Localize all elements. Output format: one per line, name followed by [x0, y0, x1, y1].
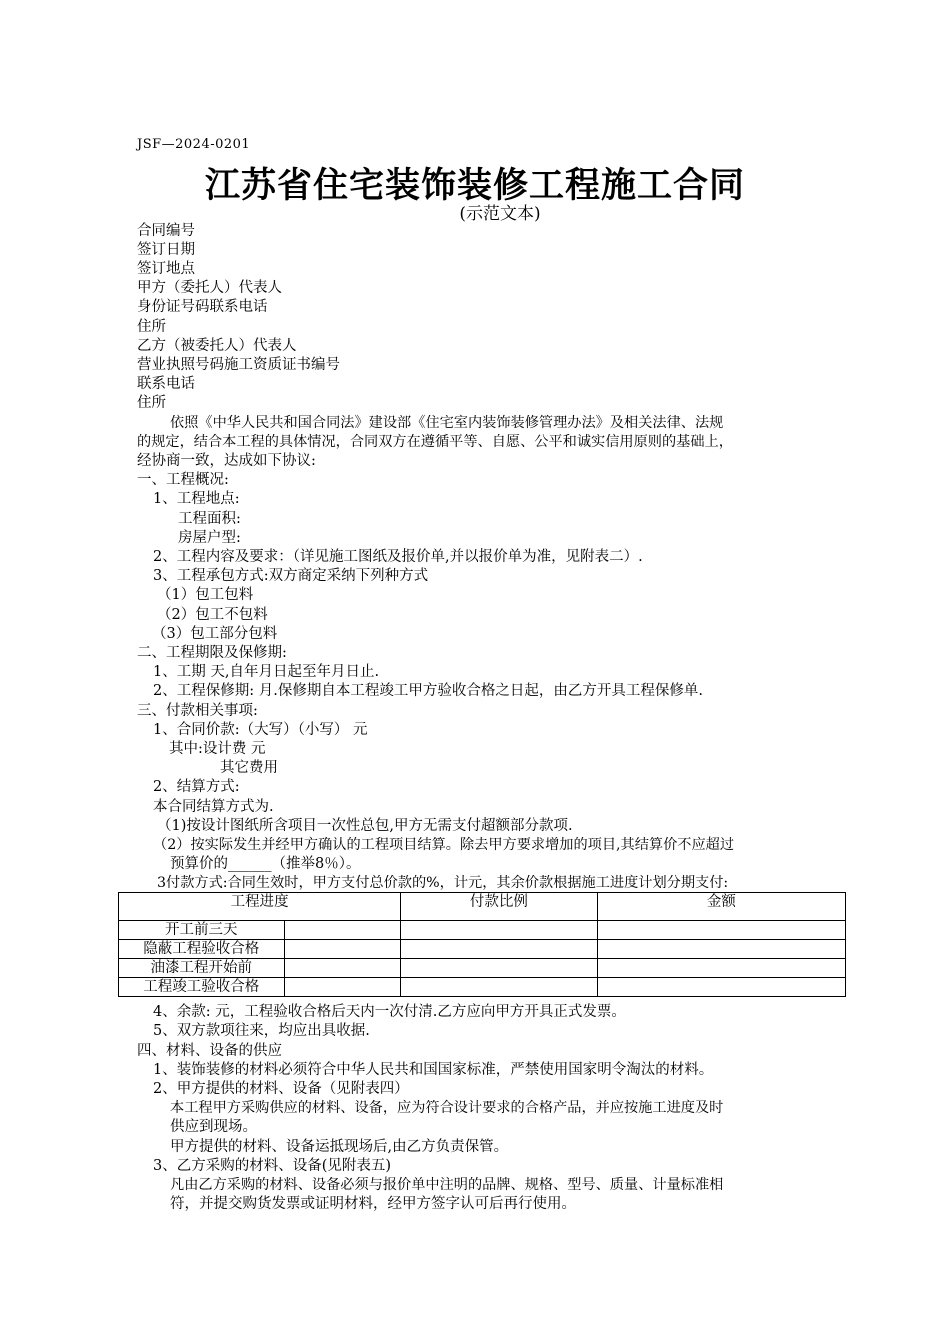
table-row: [119, 940, 846, 959]
section-heading: 二、工程期限及保修期:: [137, 645, 287, 661]
text-line: 工程面积:: [178, 511, 241, 527]
text-line: 3付款方式:合同生效时，甲方支付总价款的%，计元，其余价款根据施工进度计划分期支付:: [157, 875, 729, 891]
text-line: 1、工程地点:: [153, 491, 240, 507]
text-line: 其它费用: [220, 760, 278, 776]
text-line: 住所: [137, 395, 166, 411]
text-line: 本工程甲方采购供应的材料、设备，应为符合设计要求的合格产品，并应按施工进度及时: [170, 1100, 724, 1116]
text-line: 3、工程承包方式:双方商定采纳下列种方式: [153, 568, 429, 584]
text-line: 1、工期 天,自年月日起至年月日止.: [153, 664, 380, 680]
table-row: [119, 978, 846, 997]
text-line: 其中:设计费 元: [169, 741, 266, 757]
text-line: （2）按实际发生并经甲方确认的工程项目结算。除去甲方要求增加的项目,其结算价不应超过: [153, 837, 735, 853]
table-cell: [284, 921, 401, 940]
section-heading: 一、工程概况:: [137, 472, 229, 488]
table-header-cell: 金额: [597, 893, 845, 921]
table-row: [119, 959, 846, 978]
text-line: 依照《中华人民共和国合同法》建设部《住宅室内装饰装修管理办法》及相关法律、法规: [170, 415, 724, 431]
text-line: 2、甲方提供的材料、设备（见附表四）: [153, 1081, 409, 1097]
table-cell: [284, 959, 401, 978]
document-subtitle: (示范文本): [459, 204, 541, 224]
table-cell: [597, 940, 845, 959]
text-line: （1)按设计图纸所含项目一次性总包,甲方无需支付超额部分款项.: [157, 818, 573, 834]
section-heading: 四、材料、设备的供应: [137, 1043, 282, 1059]
text-line: 2、工程内容及要求：（详见施工图纸及报价单,并以报价单为准，见附表二）.: [153, 549, 643, 565]
text-line: 凡由乙方采购的材料、设备必须与报价单中注明的品牌、规格、型号、质量、计量标准相: [170, 1177, 724, 1193]
table-header-cell: 付款比例: [401, 893, 597, 921]
text-line: （1）包工包料: [157, 587, 254, 603]
text-line: 联系电话: [137, 376, 195, 392]
text-line: 身份证号码联系电话: [137, 299, 268, 315]
table-cell: [401, 921, 597, 940]
text-line: 乙方（被委托人）代表人: [137, 338, 297, 354]
text-line: 1、合同价款:（大写）（小写） 元: [153, 722, 368, 738]
text-line: 本合同结算方式为.: [153, 799, 274, 815]
text-line: （2）包工不包料: [157, 607, 268, 623]
text-line: 甲方（委托人）代表人: [137, 280, 282, 296]
table-header-cell: 工程进度: [119, 893, 401, 921]
table-cell: [597, 959, 845, 978]
text-line: 住所: [137, 319, 166, 335]
table-cell: [597, 921, 845, 940]
section-heading: 三、付款相关事项:: [137, 703, 258, 719]
text-line: 2、工程保修期: 月.保修期自本工程竣工甲方验收合格之日起，由乙方开具工程保修单.: [153, 683, 703, 699]
table-cell: [401, 940, 597, 959]
text-line: 房屋户型:: [178, 530, 241, 546]
table-header-row: [119, 893, 846, 921]
text-line: 经协商一致，达成如下协议:: [137, 453, 316, 469]
text-line: 营业执照号码施工资质证书编号: [137, 357, 340, 373]
text-line: 4、余款: 元，工程验收合格后天内一次付清.乙方应向甲方开具正式发票。: [153, 1004, 626, 1020]
text-line: 供应到现场。: [170, 1119, 257, 1135]
table-cell: [284, 978, 401, 997]
text-line: 合同编号: [137, 223, 195, 239]
document-code: JSF—2024-0201: [137, 137, 251, 152]
text-line: 预算价的______（推举8％）。: [170, 856, 361, 872]
text-line: 2、结算方式:: [153, 779, 240, 795]
table-cell: 隐蔽工程验收合格: [119, 940, 285, 959]
table-cell: 开工前三天: [119, 921, 285, 940]
table-cell: 工程竣工验收合格: [119, 978, 285, 997]
text-line: 签订日期: [137, 242, 195, 258]
table-cell: [597, 978, 845, 997]
table-cell: [401, 959, 597, 978]
text-line: 甲方提供的材料、设备运抵现场后,由乙方负责保管。: [170, 1139, 509, 1155]
table-cell: [401, 978, 597, 997]
text-line: 5、双方款项往来，均应出具收据.: [153, 1023, 370, 1039]
table-cell: [284, 940, 401, 959]
text-line: （3）包工部分包料: [152, 626, 278, 642]
text-line: 签订地点: [137, 261, 195, 277]
document-title: 江苏省住宅装饰装修工程施工合同: [204, 166, 745, 206]
payment-schedule-table: [118, 892, 846, 997]
text-line: 3、乙方采购的材料、设备(见附表五): [153, 1158, 392, 1174]
text-line: 符，并提交购货发票或证明材料，经甲方签字认可后再行使用。: [170, 1196, 576, 1212]
text-line: 的规定，结合本工程的具体情况，合同双方在遵循平等、自愿、公平和诚实信用原则的基础上，: [137, 434, 733, 450]
table-cell: 油漆工程开始前: [119, 959, 285, 978]
table-row: [119, 921, 846, 940]
text-line: 1、装饰装修的材料必须符合中华人民共和国国家标准，严禁使用国家明令淘汰的材料。: [153, 1062, 714, 1078]
